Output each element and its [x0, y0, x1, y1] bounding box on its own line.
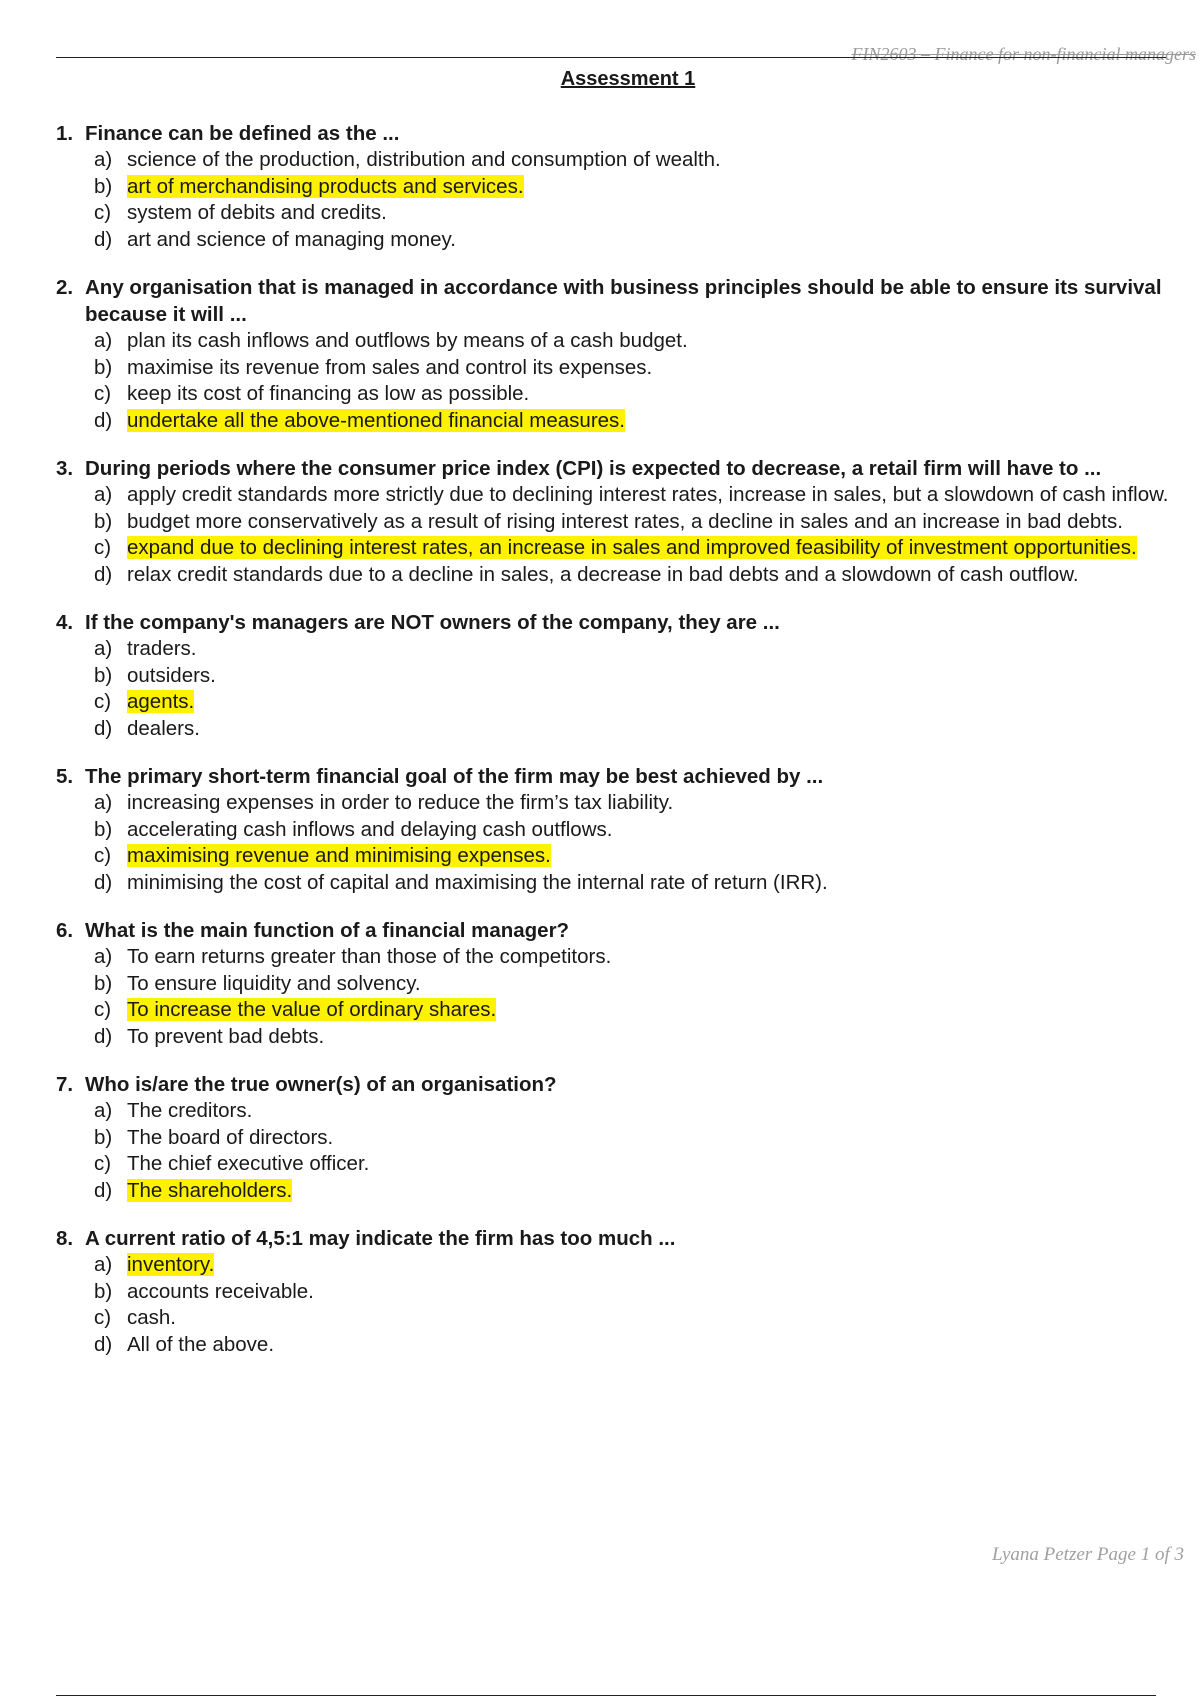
option-letter: c)	[94, 1152, 112, 1175]
answer-option-b	[56, 1279, 1186, 1306]
option-text-wrap	[127, 1024, 1186, 1051]
option-text: apply credit standards more strictly due to declining interest rates, increase in sales, but a slowdown of cash inflow.	[127, 483, 1169, 506]
option-letter: a)	[94, 945, 113, 968]
question-text: A current ratio of 4,5:1 may indicate the firm has too much ...	[85, 1227, 676, 1250]
option-text-wrap	[127, 147, 1186, 174]
option-letter: b)	[94, 509, 113, 533]
option-letter: b)	[94, 663, 113, 687]
option-text-wrap	[127, 355, 1186, 382]
question-text: What is the main function of a financial manager?	[85, 919, 570, 942]
option-text: dealers.	[127, 716, 200, 740]
option-letter: c)	[94, 201, 112, 224]
option-text-wrap	[127, 200, 1186, 227]
answer-option-c	[56, 381, 1186, 408]
question-number: 8.	[56, 1227, 74, 1250]
question-stem	[56, 609, 1186, 636]
option-text: relax credit standards due to a decline in sales, a decrease in bad debts and a slowdown of cash outflow.	[127, 562, 1079, 586]
answer-option-b	[56, 355, 1186, 382]
option-text: system of debits and credits.	[127, 201, 387, 224]
option-text-wrap	[127, 381, 1186, 408]
option-list	[56, 1098, 1186, 1204]
option-text-wrap	[127, 1305, 1186, 1332]
option-letter: d)	[94, 716, 113, 740]
question-text: The primary short-term financial goal of the firm may be best achieved by ...	[85, 765, 824, 788]
option-text-wrap	[127, 689, 1186, 716]
answer-option-a	[56, 482, 1186, 509]
option-text-wrap	[127, 328, 1186, 355]
option-text: art and science of managing money.	[127, 227, 456, 251]
question-stem	[56, 274, 1186, 328]
option-list	[56, 790, 1186, 896]
option-text: plan its cash inflows and outflows by means of a cash budget.	[127, 329, 688, 352]
option-text-wrap	[127, 1098, 1186, 1125]
option-letter: b)	[94, 174, 113, 198]
option-text: accelerating cash inflows and delaying cash outflows.	[127, 817, 613, 841]
question-4	[56, 609, 1186, 742]
option-letter: a)	[94, 329, 113, 352]
answer-option-a	[56, 944, 1186, 971]
option-text-wrap	[127, 1332, 1186, 1359]
option-list	[56, 482, 1186, 588]
answer-option-c	[56, 200, 1186, 227]
option-text-wrap	[127, 1279, 1186, 1306]
option-text-wrap	[127, 971, 1186, 998]
option-letter: d)	[94, 870, 113, 894]
option-letter: c)	[94, 1306, 112, 1329]
option-text: To prevent bad debts.	[127, 1024, 325, 1048]
option-list	[56, 328, 1186, 434]
question-2	[56, 274, 1186, 434]
option-text: To ensure liquidity and solvency.	[127, 971, 421, 995]
option-text-wrap	[127, 1125, 1186, 1152]
question-text: During periods where the consumer price index (CPI) is expected to decrease, a retail firm will have to ...	[85, 457, 1102, 480]
option-text: accounts receivable.	[127, 1279, 314, 1303]
answer-option-b	[56, 509, 1186, 536]
option-text-wrap	[127, 482, 1186, 509]
option-letter: c)	[94, 844, 112, 867]
answer-option-d	[56, 1178, 1186, 1205]
answer-option-d	[56, 408, 1186, 435]
question-5	[56, 763, 1186, 896]
header-rule	[56, 57, 1166, 58]
page-footer: Lyana Petzer Page 1 of 3	[991, 1544, 1184, 1565]
option-text-wrap	[127, 817, 1186, 844]
question-1	[56, 120, 1186, 253]
option-letter: d)	[94, 1178, 113, 1202]
highlighted-answer-text: inventory.	[127, 1253, 215, 1276]
question-text: Any organisation that is managed in accordance with business principles should be able to ensure its survival because it will ...	[85, 276, 1162, 326]
question-stem	[56, 917, 1186, 944]
answer-option-c	[56, 997, 1186, 1024]
answer-option-c	[56, 1305, 1186, 1332]
option-text-wrap	[127, 636, 1186, 663]
option-letter: d)	[94, 227, 113, 251]
option-letter: c)	[94, 382, 112, 405]
answer-option-d	[56, 562, 1186, 589]
question-list	[56, 120, 1186, 1358]
answer-option-c	[56, 535, 1186, 562]
question-number: 3.	[56, 457, 74, 480]
option-text-wrap	[127, 408, 1186, 435]
option-text: All of the above.	[127, 1332, 275, 1356]
option-letter: b)	[94, 355, 113, 379]
answer-option-b	[56, 1125, 1186, 1152]
option-text: traders.	[127, 637, 197, 660]
option-letter: b)	[94, 817, 113, 841]
highlighted-answer-text: undertake all the above-mentioned financial measures.	[127, 408, 625, 432]
question-6	[56, 917, 1186, 1050]
option-letter: c)	[94, 536, 112, 559]
highlighted-answer-text: The shareholders.	[127, 1178, 293, 1202]
highlighted-answer-text: agents.	[127, 690, 195, 713]
highlighted-answer-text: expand due to declining interest rates, an increase in sales and improved feasibility of investment opportunities.	[127, 536, 1137, 559]
option-list	[56, 147, 1186, 253]
document-title: Assessment 1	[560, 68, 696, 90]
option-text-wrap	[127, 1252, 1186, 1279]
answer-option-c	[56, 843, 1186, 870]
question-text: If the company's managers are NOT owners of the company, they are ...	[85, 611, 780, 634]
option-text-wrap	[127, 870, 1186, 897]
footer-rule	[56, 1695, 1156, 1696]
question-stem	[56, 1225, 1186, 1252]
option-letter: a)	[94, 148, 113, 171]
question-7	[56, 1071, 1186, 1204]
option-letter: a)	[94, 1253, 113, 1276]
question-number: 7.	[56, 1073, 74, 1096]
question-number: 5.	[56, 765, 74, 788]
option-letter: c)	[94, 998, 112, 1021]
answer-option-a	[56, 1098, 1186, 1125]
option-letter: a)	[94, 637, 113, 660]
answer-option-c	[56, 1151, 1186, 1178]
answer-option-b	[56, 971, 1186, 998]
highlighted-answer-text: To increase the value of ordinary shares.	[127, 998, 497, 1021]
option-text-wrap	[127, 716, 1186, 743]
option-letter: b)	[94, 1125, 113, 1149]
option-text: outsiders.	[127, 663, 216, 687]
option-letter: b)	[94, 1279, 113, 1303]
question-number: 1.	[56, 122, 74, 145]
page-header-course: FIN2603 – Finance for non-financial managers	[851, 44, 1196, 64]
question-stem	[56, 1071, 1186, 1098]
question-number: 2.	[56, 276, 74, 299]
answer-option-d	[56, 870, 1186, 897]
option-letter: d)	[94, 1024, 113, 1048]
option-text: increasing expenses in order to reduce the firm’s tax liability.	[127, 791, 674, 814]
answer-option-a	[56, 1252, 1186, 1279]
option-text-wrap	[127, 562, 1186, 589]
answer-option-d	[56, 1024, 1186, 1051]
option-text-wrap	[127, 790, 1186, 817]
option-letter: d)	[94, 408, 113, 432]
question-stem	[56, 120, 1186, 147]
option-text: The board of directors.	[127, 1125, 334, 1149]
question-text: Who is/are the true owner(s) of an organisation?	[85, 1073, 557, 1096]
answer-option-a	[56, 790, 1186, 817]
option-text: To earn returns greater than those of the competitors.	[127, 945, 612, 968]
answer-option-a	[56, 147, 1186, 174]
option-letter: a)	[94, 791, 113, 814]
option-letter: c)	[94, 690, 112, 713]
option-text-wrap	[127, 509, 1186, 536]
answer-option-a	[56, 328, 1186, 355]
question-3	[56, 455, 1186, 588]
option-letter: b)	[94, 971, 113, 995]
option-text: budget more conservatively as a result of rising interest rates, a decline in sales and an increase in bad debts.	[127, 509, 1123, 533]
answer-option-d	[56, 716, 1186, 743]
question-number: 6.	[56, 919, 74, 942]
option-letter: d)	[94, 562, 113, 586]
option-list	[56, 1252, 1186, 1358]
option-text: The chief executive officer.	[127, 1152, 370, 1175]
option-text-wrap	[127, 997, 1186, 1024]
option-letter: a)	[94, 483, 113, 506]
question-stem	[56, 763, 1186, 790]
option-text-wrap	[127, 227, 1186, 254]
option-text-wrap	[127, 535, 1186, 562]
option-text-wrap	[127, 1151, 1186, 1178]
answer-option-b	[56, 174, 1186, 201]
question-stem	[56, 455, 1186, 482]
option-text-wrap	[127, 944, 1186, 971]
option-text: minimising the cost of capital and maximising the internal rate of return (IRR).	[127, 870, 828, 894]
option-letter: a)	[94, 1099, 113, 1122]
option-list	[56, 636, 1186, 742]
option-text-wrap	[127, 843, 1186, 870]
question-text: Finance can be defined as the ...	[85, 122, 400, 145]
option-list	[56, 944, 1186, 1050]
highlighted-answer-text: art of merchandising products and services.	[127, 174, 524, 198]
option-text-wrap	[127, 1178, 1186, 1205]
option-text: The creditors.	[127, 1099, 253, 1122]
question-8	[56, 1225, 1186, 1358]
answer-option-b	[56, 817, 1186, 844]
answer-option-b	[56, 663, 1186, 690]
option-text-wrap	[127, 174, 1186, 201]
option-text: cash.	[127, 1306, 176, 1329]
option-text: science of the production, distribution and consumption of wealth.	[127, 148, 721, 171]
answer-option-d	[56, 1332, 1186, 1359]
option-text: keep its cost of financing as low as possible.	[127, 382, 530, 405]
answer-option-d	[56, 227, 1186, 254]
option-text: maximise its revenue from sales and control its expenses.	[127, 355, 653, 379]
answer-option-c	[56, 689, 1186, 716]
highlighted-answer-text: maximising revenue and minimising expenses.	[127, 844, 551, 867]
option-text-wrap	[127, 663, 1186, 690]
option-letter: d)	[94, 1332, 113, 1356]
question-number: 4.	[56, 611, 74, 634]
answer-option-a	[56, 636, 1186, 663]
